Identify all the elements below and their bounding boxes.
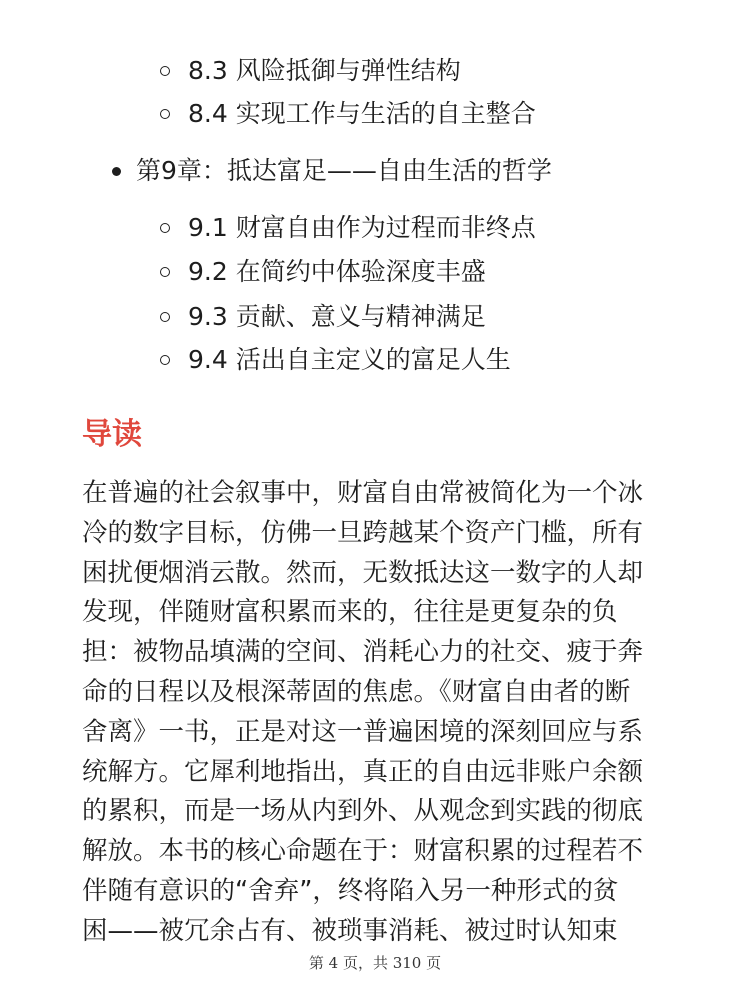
paragraph-line: 担：被物品填满的空间、消耗心力的社交、疲于奔 — [82, 637, 644, 668]
hollow-bullet-icon — [160, 109, 170, 119]
toc-item-label: 8.3 风险抵御与弹性结构 — [188, 56, 461, 85]
hollow-bullet-icon — [160, 312, 170, 322]
paragraph-line: 困——被冗余占有、被琐事消耗、被过时认知束 — [82, 915, 618, 946]
paragraph-line: 命的日程以及根深蒂固的焦虑。《财富自由者的断 — [82, 676, 631, 707]
toc-item-label: 9.1 财富自由作为过程而非终点 — [188, 213, 536, 242]
hollow-bullet-icon — [160, 267, 170, 277]
hollow-bullet-icon — [160, 355, 170, 365]
section-heading: 导读 — [82, 417, 142, 452]
intro-paragraph — [82, 474, 682, 952]
paragraph-line: 困扰便烟消云散。然而，无数抵达这一数字的人却 — [82, 557, 644, 588]
paragraph-line: 冷的数字目标，仿佛一旦跨越某个资产门槛，所有 — [82, 517, 644, 548]
paragraph-line: 解放。本书的核心命题在于：财富积累的过程若不 — [82, 836, 644, 867]
hollow-bullet-icon — [160, 223, 170, 233]
paragraph-line: 发现，伴随财富积累而来的，往往是更复杂的负 — [82, 597, 618, 628]
page-number: 第 4 页，共 310 页 — [308, 954, 442, 972]
filled-bullet-icon — [112, 167, 121, 176]
toc-item-label: 9.3 贡献、意义与精神满足 — [188, 302, 486, 331]
paragraph-line: 舍离》一书，正是对这一普遍困境的深刻回应与系 — [82, 716, 644, 747]
toc-item-label: 9.4 活出自主定义的富足人生 — [188, 345, 511, 374]
paragraph-line: 伴随有意识的“舍弃”，终将陷入另一种形式的贫 — [82, 875, 619, 906]
hollow-bullet-icon — [160, 66, 170, 76]
toc-item-label: 9.2 在简约中体验深度丰盛 — [188, 257, 486, 286]
paragraph-line: 在普遍的社会叙事中，财富自由常被简化为一个冰 — [82, 478, 644, 508]
toc-item-label: 8.4 实现工作与生活的自主整合 — [188, 99, 536, 128]
paragraph-line: 统解方。它犀利地指出，真正的自由远非账户余额 — [82, 756, 644, 787]
toc-chapter-label: 第9章：抵达富足——自由生活的哲学 — [136, 156, 552, 185]
paragraph-line: 的累积，而是一场从内到外、从观念到实践的彻底 — [82, 796, 644, 827]
